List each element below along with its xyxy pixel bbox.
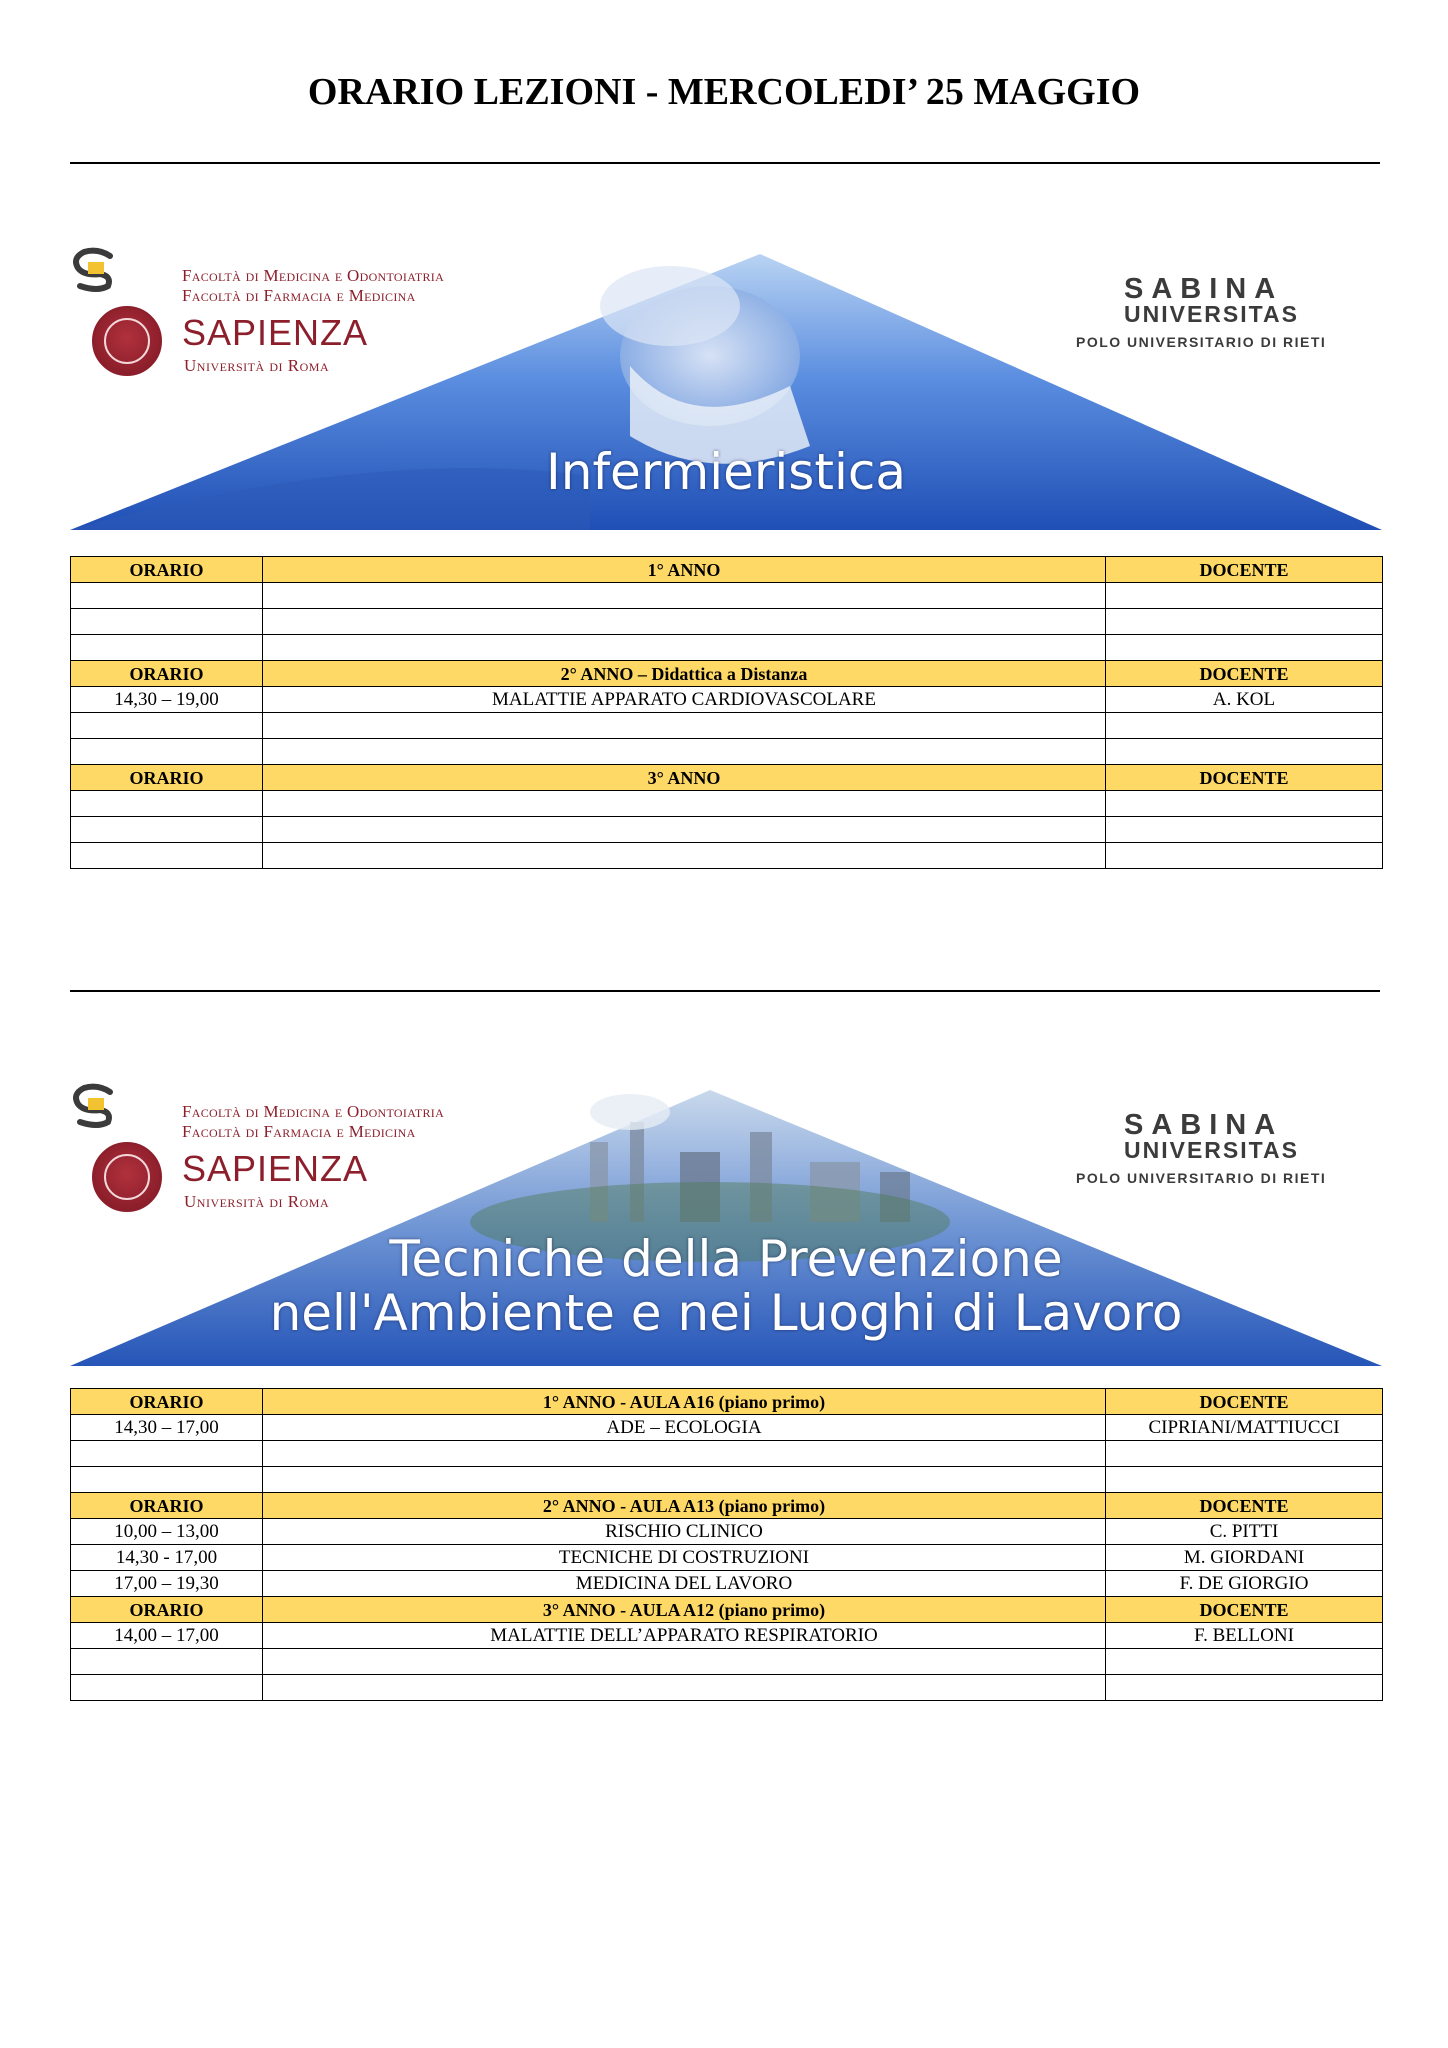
- header-orario: ORARIO: [71, 1493, 263, 1519]
- table-row: [71, 1623, 1383, 1649]
- header-orario: ORARIO: [71, 765, 263, 791]
- sapienza-seal-icon: [92, 1142, 162, 1212]
- table-row: [71, 817, 1383, 843]
- sabina-location: POLO UNIVERSITARIO DI RIETI: [1076, 1170, 1327, 1186]
- separator-line: [70, 990, 1380, 992]
- cell-orario: [71, 1467, 263, 1493]
- header-docente: DOCENTE: [1106, 1597, 1383, 1623]
- cell-orario: [71, 609, 263, 635]
- sabina-logo-icon: [70, 246, 116, 292]
- cell-orario: [71, 1675, 263, 1701]
- sapienza-subtitle: Università di Roma: [184, 356, 330, 375]
- header-year: 1° ANNO - AULA A16 (piano primo): [263, 1389, 1106, 1415]
- sapienza-subtitle: Università di Roma: [184, 1192, 330, 1211]
- sabina-name: SABINA: [1124, 273, 1284, 305]
- header-docente: DOCENTE: [1106, 765, 1383, 791]
- cell-docente: [1106, 843, 1383, 869]
- table-header-row: [71, 1597, 1383, 1623]
- faculty-line: Facoltà di Farmacia e Medicina: [182, 286, 416, 305]
- course-title-line: Infermieristica: [546, 443, 906, 501]
- table-row: [71, 1415, 1383, 1441]
- sapienza-name: SAPIENZA: [182, 312, 369, 353]
- table-row: [71, 791, 1383, 817]
- header-orario: ORARIO: [71, 1389, 263, 1415]
- sapienza-seal-icon: [92, 306, 162, 376]
- header-docente: DOCENTE: [1106, 661, 1383, 687]
- cell-subject: TECNICHE DI COSTRUZIONI: [263, 1545, 1106, 1571]
- cell-orario: [71, 843, 263, 869]
- table-row: [71, 1441, 1383, 1467]
- cell-docente: M. GIORDANI: [1106, 1545, 1383, 1571]
- schedule-table-infermieristica: [70, 556, 1383, 869]
- cell-subject: [263, 1441, 1106, 1467]
- cell-subject: [263, 635, 1106, 661]
- cell-docente: C. PITTI: [1106, 1519, 1383, 1545]
- header-docente: DOCENTE: [1106, 1493, 1383, 1519]
- cell-orario: 14,30 – 17,00: [71, 1415, 263, 1441]
- header-year: 2° ANNO - AULA A13 (piano primo): [263, 1493, 1106, 1519]
- table-row: [71, 635, 1383, 661]
- cell-subject: MALATTIE APPARATO CARDIOVASCOLARE: [263, 687, 1106, 713]
- header-year: 3° ANNO: [263, 765, 1106, 791]
- header-year: 1° ANNO: [263, 557, 1106, 583]
- course-title-line: Tecniche della Prevenzione: [389, 1230, 1063, 1288]
- table-row: [71, 713, 1383, 739]
- table-row: [71, 609, 1383, 635]
- course-title-line: nell'Ambiente e nei Luoghi di Lavoro: [269, 1284, 1183, 1342]
- cell-subject: [263, 843, 1106, 869]
- sapienza-name: SAPIENZA: [182, 1148, 369, 1189]
- cell-orario: 14,00 – 17,00: [71, 1623, 263, 1649]
- cell-orario: [71, 635, 263, 661]
- header-docente: DOCENTE: [1106, 1389, 1383, 1415]
- cell-subject: [263, 817, 1106, 843]
- cell-orario: [71, 817, 263, 843]
- cell-docente: CIPRIANI/MATTIUCCI: [1106, 1415, 1383, 1441]
- course-title: [70, 444, 1382, 500]
- cell-subject: RISCHIO CLINICO: [263, 1519, 1106, 1545]
- cell-orario: [71, 791, 263, 817]
- table-row: [71, 739, 1383, 765]
- cell-subject: [263, 583, 1106, 609]
- cell-subject: [263, 1649, 1106, 1675]
- sabina-name: SABINA: [1124, 1109, 1284, 1141]
- cell-orario: 10,00 – 13,00: [71, 1519, 263, 1545]
- cell-orario: 17,00 – 19,30: [71, 1571, 263, 1597]
- cell-orario: 14,30 – 19,00: [71, 687, 263, 713]
- cell-docente: [1106, 791, 1383, 817]
- table-header-row: [71, 661, 1383, 687]
- schedule-table-tecniche-prevenzione: [70, 1388, 1383, 1701]
- course-title: [70, 1232, 1382, 1340]
- cell-docente: [1106, 1441, 1383, 1467]
- sabina-location: POLO UNIVERSITARIO DI RIETI: [1076, 334, 1327, 350]
- cell-subject: [263, 713, 1106, 739]
- table-row: [71, 843, 1383, 869]
- cell-docente: [1106, 609, 1383, 635]
- table-row: [71, 1649, 1383, 1675]
- table-row: [71, 583, 1383, 609]
- table-row: [71, 1571, 1383, 1597]
- cell-docente: [1106, 583, 1383, 609]
- banner-infermieristica: [70, 246, 1382, 536]
- cell-subject: [263, 1467, 1106, 1493]
- cell-subject: [263, 1675, 1106, 1701]
- header-orario: ORARIO: [71, 557, 263, 583]
- faculty-line: Facoltà di Farmacia e Medicina: [182, 1122, 416, 1141]
- table-row: [71, 1545, 1383, 1571]
- cell-orario: [71, 583, 263, 609]
- cell-subject: MALATTIE DELL’APPARATO RESPIRATORIO: [263, 1623, 1106, 1649]
- table-row: [71, 1675, 1383, 1701]
- cell-subject: [263, 739, 1106, 765]
- faculty-line: Facoltà di Medicina e Odontoiatria: [182, 1102, 445, 1121]
- banner-tecniche-prevenzione: [70, 1082, 1382, 1372]
- header-orario: ORARIO: [71, 661, 263, 687]
- cell-docente: [1106, 713, 1383, 739]
- table-row: [71, 1519, 1383, 1545]
- faculty-names: [182, 266, 444, 306]
- cell-orario: 14,30 - 17,00: [71, 1545, 263, 1571]
- cell-docente: F. BELLONI: [1106, 1623, 1383, 1649]
- header-docente: DOCENTE: [1106, 557, 1383, 583]
- table-header-row: [71, 1493, 1383, 1519]
- table-row: [71, 687, 1383, 713]
- cell-orario: [71, 713, 263, 739]
- cell-docente: [1106, 739, 1383, 765]
- cell-orario: [71, 1441, 263, 1467]
- page-title: ORARIO LEZIONI - MERCOLEDI’ 25 MAGGIO: [307, 71, 1141, 113]
- cell-subject: ADE – ECOLOGIA: [263, 1415, 1106, 1441]
- cell-docente: A. KOL: [1106, 687, 1383, 713]
- sabina-subtitle: UNIVERSITAS: [1124, 1137, 1299, 1163]
- table-header-row: [71, 765, 1383, 791]
- header-orario: ORARIO: [71, 1597, 263, 1623]
- table-header-row: [71, 1389, 1383, 1415]
- table-header-row: [71, 557, 1383, 583]
- cell-subject: [263, 609, 1106, 635]
- cell-orario: [71, 1649, 263, 1675]
- faculty-names: [182, 1102, 444, 1142]
- cell-orario: [71, 739, 263, 765]
- cell-docente: [1106, 817, 1383, 843]
- cell-docente: [1106, 1467, 1383, 1493]
- header-year: 3° ANNO - AULA A12 (piano primo): [263, 1597, 1106, 1623]
- table-row: [71, 1467, 1383, 1493]
- cell-docente: [1106, 1649, 1383, 1675]
- separator-line: [70, 162, 1380, 164]
- cell-docente: [1106, 1675, 1383, 1701]
- cell-subject: [263, 791, 1106, 817]
- cell-docente: F. DE GIORGIO: [1106, 1571, 1383, 1597]
- sabina-logo-icon: [70, 1082, 116, 1128]
- header-year: 2° ANNO – Didattica a Distanza: [263, 661, 1106, 687]
- cell-docente: [1106, 635, 1383, 661]
- sabina-subtitle: UNIVERSITAS: [1124, 301, 1299, 327]
- faculty-line: Facoltà di Medicina e Odontoiatria: [182, 266, 445, 285]
- cell-subject: MEDICINA DEL LAVORO: [263, 1571, 1106, 1597]
